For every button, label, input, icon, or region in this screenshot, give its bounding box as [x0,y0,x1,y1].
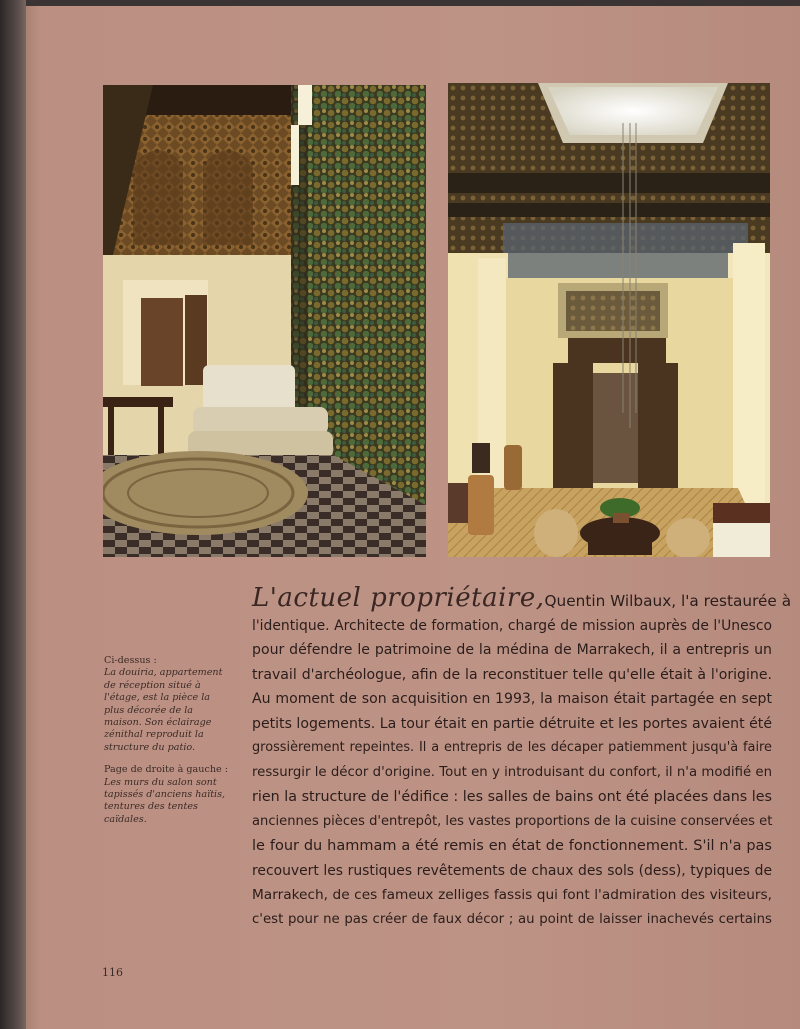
page-number: 116 [102,966,123,979]
article-first-line [252,583,792,614]
photo-salon-skylight [448,83,770,557]
article-line: recouvert les rustiques revêtements de chaux des sols (dess), typiques de [252,862,772,879]
article-line: Quentin Wilbaux, l'a restaurée à [544,592,792,610]
caption-block-right-page [104,764,229,826]
article-line: c'est pour ne pas créer de faux décor ; au point de laisser inachevés certains [252,911,772,927]
caption-text-above: La douiria, appartement de réception situé à l'étage, est la pièce la plus décorée de la maison. Son éclairage zénithal reproduit la structure du patio. [104,667,223,753]
article-line: grossièrement repeintes. Il a entrepris de les décaper patiemment jusqu'à faire [252,740,772,755]
article-lead-in: L'actuel propriétaire, [252,583,545,613]
article-line: petits logements. La tour était en partie détruite et les portes avaient été [252,715,772,732]
photo-caption [104,655,229,836]
article-line: ressurgir le décor d'origine. Tout en y introduisant du confort, il n'a modifié en [252,764,772,780]
book-spine-shadow [0,0,26,1029]
article-line: pour défendre le patrimoine de la médina de Marrakech, il a entrepris un [252,642,772,658]
article-line: l'identique. Architecte de formation, chargé de mission auprès de l'Unesco [252,617,772,634]
caption-text-right-page: Les murs du salon sont tapissés d'anciens haïtis, tentures des tentes caïdales. [104,776,226,825]
caption-label-right-page: Page de droite à gauche : [104,764,228,776]
caption-block-above [104,655,229,754]
article-line: Au moment de son acquisition en 1993, la maison était partagée en sept [252,691,772,707]
photo-douiria-zellige-room [103,85,426,557]
article-line: rien la structure de l'édifice : les salles de bains ont été placées dans les [252,789,772,805]
article-line: anciennes pièces d'entrepôt, les vastes proportions de la cuisine conservées et [252,813,773,829]
article-line: travail d'archéologue, afin de la reconstituer telle qu'elle était à l'origine. [252,666,772,683]
article-line: le four du hammam a été remis en état de fonctionnement. S'il n'a pas [252,838,772,854]
caption-label-above: Ci-dessus : [104,655,157,666]
article-body [252,583,792,932]
article-line: Marrakech, de ces fameux zelliges fassis qui font l'admiration des visiteurs, [252,887,772,903]
